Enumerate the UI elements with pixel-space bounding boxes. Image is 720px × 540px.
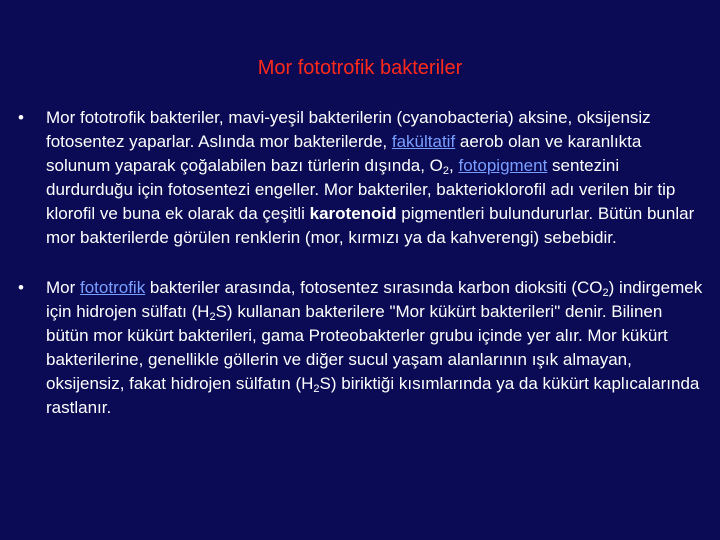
subscript: 2 — [602, 287, 609, 299]
text-segment: ) indirgemek için hidrojen sülfatı (H — [46, 278, 703, 321]
bullet-item-2 — [18, 276, 708, 420]
text-segment: bakteriler arasında, fotosentez sırasında karbon dioksiti (CO — [145, 278, 603, 297]
text-segment: Mor fototrofik bakteriler, mavi-yeşil bakterilerin (cyanobacteria) aksine, oksijensiz fotosentez yaparlar. Aslında mor bakterilerde, — [46, 108, 651, 151]
text-segment: pigmentleri bulundururlar. Bütün bunlar mor bakterilerde görülen renklerin (mor, kırmızı ya da kahverengi) sebebidir. — [46, 204, 695, 247]
text-segment: S) biriktiği kısımlarında ya da kükürt kaplıcalarında rastlanır. — [46, 374, 700, 417]
subscript: 2 — [209, 311, 216, 323]
bullet-icon: • — [18, 278, 24, 297]
link-fototrofik[interactable]: fototrofik — [80, 278, 146, 297]
bullet-text-2 — [46, 278, 702, 417]
subscript: 2 — [313, 383, 320, 395]
link-fotopigment[interactable]: fotopigment — [458, 156, 548, 175]
text-segment: aerob olan ve karanlıkta solunum yaparak çoğalabilen bazı türlerin dışında, O — [46, 132, 642, 175]
bullet-icon: • — [18, 108, 24, 127]
bullet-item-1 — [18, 106, 708, 250]
text-segment: , — [449, 156, 459, 175]
subscript: 2 — [442, 165, 450, 177]
bullet-text-1 — [46, 108, 694, 247]
text-segment: sentezini durdurduğu için fotosentezi engeller. Mor bakteriler, bakterioklorofil adı verilen bir tip klorofil ve buna ek olarak da çeşitli — [46, 156, 676, 223]
bullet-list — [18, 106, 708, 446]
bold-term-karotenoid: karotenoid — [309, 204, 397, 223]
link-fakultatif[interactable]: fakültatif — [391, 132, 456, 151]
text-segment: Mor — [46, 278, 80, 297]
slide-title: Mor fototrofik bakteriler — [257, 57, 463, 79]
text-segment: S) kullanan bakterilere "Mor kükürt bakterileri" denir. Bilinen bütün mor kükürt bakterileri, gama Proteobakterler grubu içinde yer alır. Mor kükürt bakterilerine, genellikle göllerin ve diğer sucul yaşam alanlarının ışık almayan, oksijensiz, fakat hidrojen sülfatın (H — [46, 302, 668, 393]
